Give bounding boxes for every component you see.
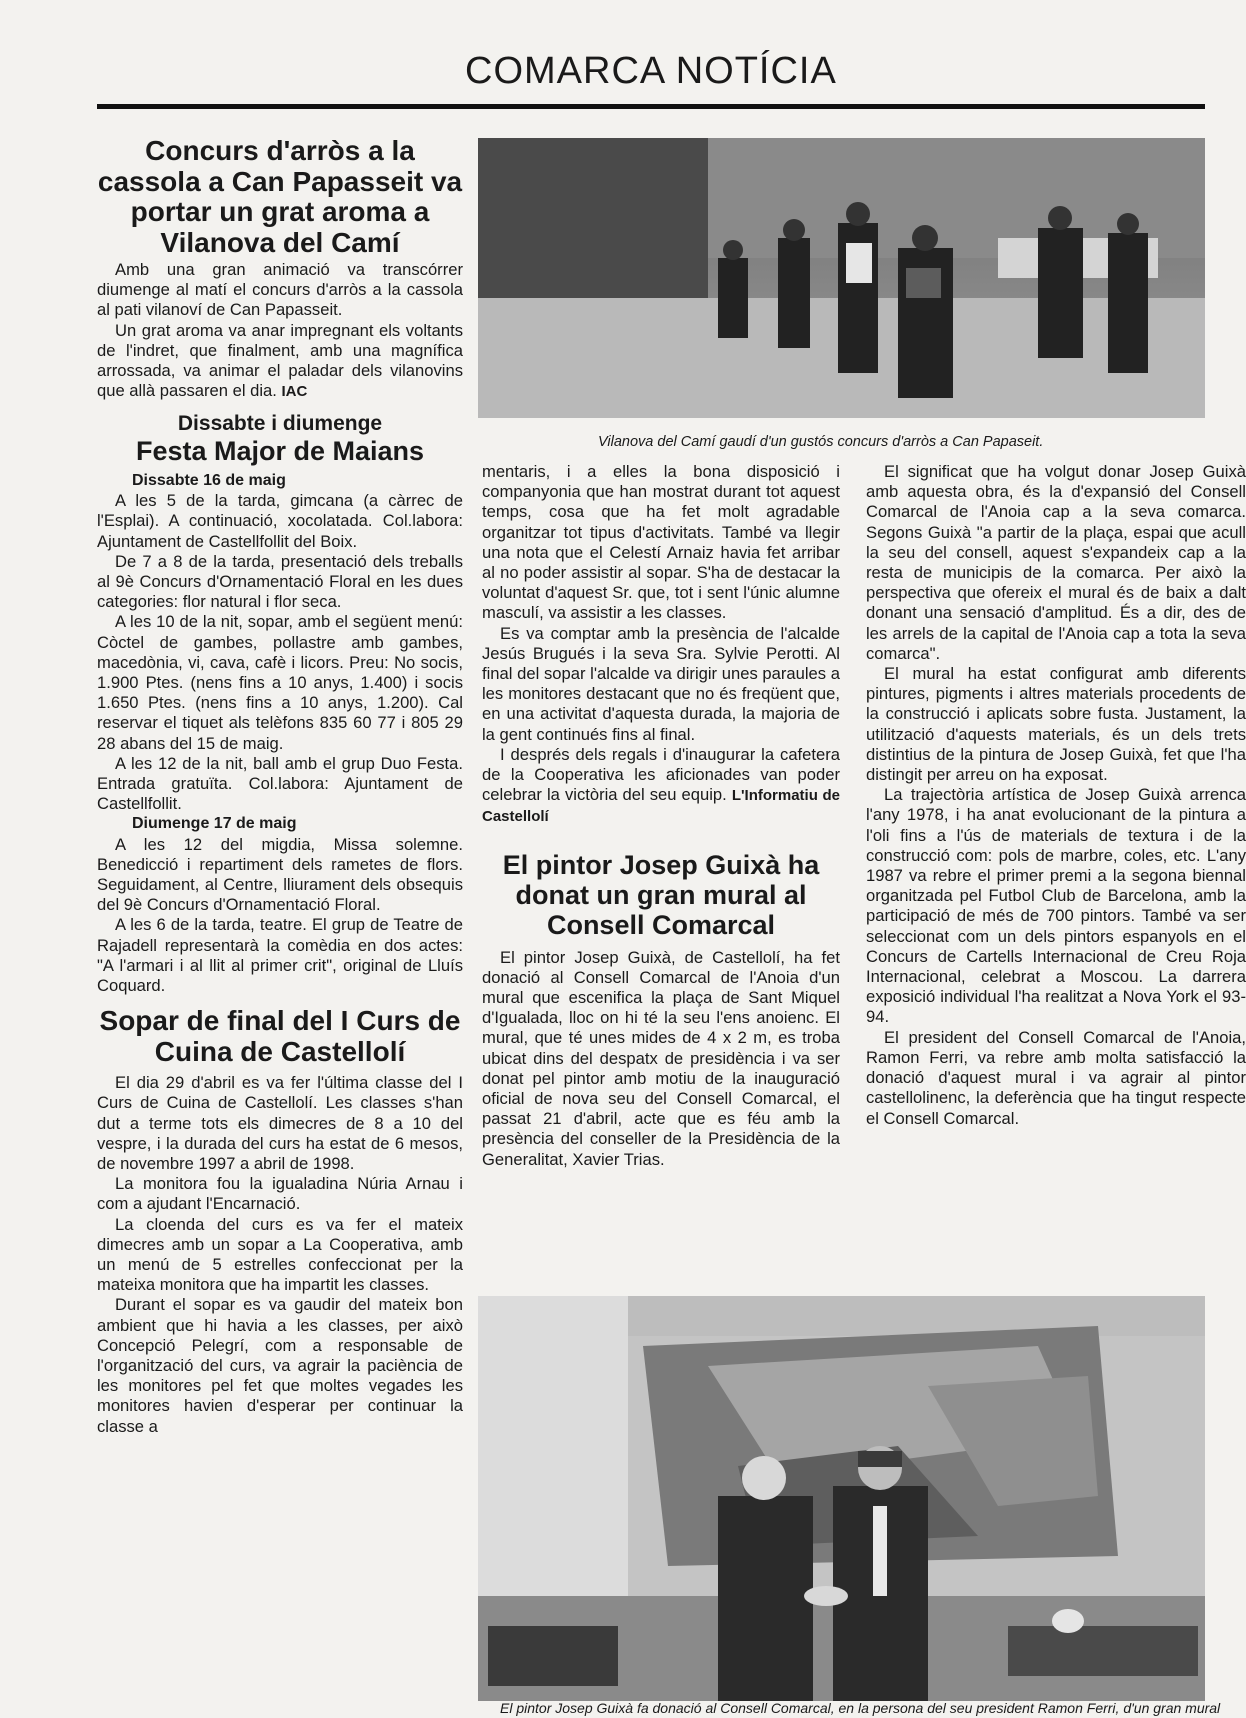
article-maians-headline: Festa Major de Maians [135,436,425,467]
middle-column [482,462,840,1170]
article-maians-paragraph: A les 12 de la nit, ball amb el grup Duo Festa. Entrada gratuïta. Col.labora: Ajuntament de Castellfollit. [97,753,463,814]
article-cuina-continuation: Es va comptar amb la presència de l'alcalde Jesús Brugués i la seva Sra. Sylvie Perotti. Al final del sopar l'alcalde va dirigir unes paraules a les monitores destacant que no és freqüent que, en una activitat d'aquesta durada, la majoria de la gent continués fins al final. [482,623,840,744]
article-arros-paragraph: Un grat aroma va anar impregnant els voltants de l'indret, que finalment, amb una magnífica arrossada, va animar el paladar dels vilanovins que allà passaren el dia. IAC [97,320,463,401]
article-maians-paragraph: A les 5 de la tarda, gimcana (a càrrec de l'Esplai). A continuació, xocolatada. Col.labora: Ajuntament de Castellfollit del Boix. [97,491,463,551]
article-cuina [97,1006,463,1437]
article-cuina-continuation: mentaris, i a elles la bona disposició i companyonia que han mostrat durant tot aquest temps, cosa que ha fet molt agradable organitzar tot tipus d'activitats. També va llegir una nota que el Celestí Arnaiz havia fet arribar al no poder assistir al sopar. S'ha de destacar la voluntat d'aquest Sr. que, tot i sent l'únic alumne masculí, va assistir a les classes. [482,462,840,623]
article-maians-paragraph: De 7 a 8 de la tarda, presentació dels treballs al 9è Concurs d'Ornamentació Floral en les dues categories: flor natural i flor seca. [97,551,463,612]
article-cuina-headline: Sopar de final del I Curs de Cuina de Castellolí [99,1005,461,1067]
article-cuina-paragraph: La monitora fou la igualadina Núria Arnau i com a ajudant l'Encarnació. [97,1174,463,1214]
top-photo-caption: Vilanova del Camí gaudí d'un gustós concurs d'arròs a Can Papaseit. [598,434,1044,450]
header-rule [97,104,1205,109]
article-arros-paragraph: Amb una gran animació va transcórrer diumenge al matí el concurs d'arròs a la cassola al pati vilanoví de Can Papasseit. [97,260,463,320]
bottom-photo-image [478,1296,1205,1701]
article-cuina-paragraph: El dia 29 d'abril es va fer l'última classe del I Curs de Cuina de Castellolí. Les classes s'han dut a terme tots els dimecres de 8 a 10 del vespre, i la durada del curs ha estat de 6 mesos, de novembre 1997 a abril de 1998. [97,1073,463,1174]
right-column [866,462,1246,1274]
article-cuina-paragraph: La cloenda del curs es va fer el mateix dimecres amb un sopar a La Cooperativa, amb un menú de 5 estrelles confeccionat per la mateixa monitora que ha impartit les classes. [97,1214,463,1295]
article-guixa-paragraph: El pintor Josep Guixà, de Castellolí, ha fet donació al Consell Comarcal de l'Anoia d'un mural que escenifica la plaça de Sant Miquel d'Igualada, lloc on hi té la seu l'ens anoienc. El mural, que té unes mides de 4 x 2 m, es troba ubicat dins del despatx de presidència i va ser donat pel pintor amb motiu de la inauguració oficial de nova seu del Consell Comarcal, el passat 21 d'abril, acte que es féu amb la presència del conseller de la Presidència de la Generalitat, Xavier Trias. [482,947,840,1169]
article-guixa-paragraph: El mural ha estat configurat amb diferents pintures, pigments i altres materials procedents de la construcció i aplicats sobre fusta. Justament, la utilització d'aquests materials, és un dels trets distintius de la pintura de Josep Guixà, fet que l'ha distingit per arreu on ha exposat. [866,664,1246,785]
bottom-photo [478,1296,1205,1701]
article-guixa-headline: El pintor Josep Guixà ha donat un gran mural al Consell Comarcal [502,849,820,940]
article-arros-headline: Concurs d'arròs a la cassola a Can Papasseit va portar un grat aroma a Vilanova del Camí [97,135,463,258]
article-guixa-paragraph: La trajectòria artística de Josep Guixà arrenca l'any 1978, i ha anat evolucionant de la pintura a l'oli fins a l'ús de materials de textura i de la construcció com: pols de marbre, coles, etc. L'any 1987 va rebre el primer premi a la segona biennal organitzada pel Futbol Club de Barcelona, amb la participació de més de 700 pintors. També va ser seleccionat com un dels pintors espanyols en el Concurs de Cartells Internacional de Creu Roja Internacional, celebrat a Moscou. La darrera exposició individual l'ha realitzat a Nova York el 93-94. [866,785,1246,1027]
article-maians-day2: Diumenge 17 de maig [132,815,297,833]
article-maians-paragraph: A les 10 de la nit, sopar, amb el següent menú: Còctel de gambes, pollastre amb gambes, macedònia, vi, cava, cafè i licors. Preu: No socis, 1.900 Ptes. (nens fins a 10 anys, 1.400) i socis 1.650 Ptes. (nens fins a 10 anys, 1.200). Cal reservar el tiquet als telèfons 835 60 77 i 805 29 28 abans del 15 de maig. [97,612,463,753]
bottom-photo-caption: El pintor Josep Guixà fa donació al Consell Comarcal, en la persona del seu president Ramon Ferri, d'un gran mural [500,1700,1221,1716]
article-cuina-signature: L'Informatiu de Castellolí [482,787,840,826]
article-maians-paragraph: A les 12 del migdia, Missa solemne. Benedicció i repartiment dels rametes de flors. Seguidament, al Centre, lliurament dels obsequis del 9è Concurs d'Ornamentació Floral. [97,834,463,915]
article-maians [97,412,463,996]
article-maians-day1: Dissabte 16 de maig [132,471,286,489]
left-column [97,136,463,1437]
article-guixa [482,850,840,1170]
article-guixa-paragraph: El president del Consell Comarcal de l'Anoia, Ramon Ferri, va rebre amb molta satisfacció la donació d'aquest mural i va agrair al pintor castellolinenc, la deferència que ha tingut respecte el Consell Comarcal. [866,1027,1246,1128]
article-guixa-paragraph: El significat que ha volgut donar Josep Guixà amb aquesta obra, és la d'expansió del Consell Comarcal de l'Anoia cap a la seva comarca. Segons Guixà "a partir de la plaça, espai que acull la seu del consell, aquest s'expandeix cap a la resta de municipis de la comarca. Per això la perspectiva que ofereix el mural és de baix a dalt donant una sensació d'amplitud. És a dir, des de les arrels de la capital de l'Anoia cap a tota la seva comarca". [866,462,1246,663]
top-photo-image [478,138,1205,418]
section-title: COMARCA NOTÍCIA [465,50,837,92]
article-arros [97,136,463,402]
top-photo [478,138,1205,418]
article-cuina-continuation: I després dels regals i d'inaugurar la cafetera de la Cooperativa les aficionades van poder celebrar la victòria del seu equip. L'Informatiu de Castellolí [482,744,840,826]
article-maians-kicker: Dissabte i diumenge [177,412,383,436]
article-cuina-paragraph: Durant el sopar es va gaudir del mateix bon ambient que hi havia a les classes, per això Concepció Pelegrí, com a responsable de l'organització del curs, va agrair la paciència de les monitores pel fet que moltes vegades les monitores havien d'esperar per continuar la classe a [97,1295,463,1436]
article-arros-signature: IAC [281,383,308,401]
article-maians-paragraph: A les 6 de la tarda, teatre. El grup de Teatre de Rajadell representarà la comèdia en dos actes: "A l'armari i al llit al primer crit", original de Lluís Coquard. [97,915,463,995]
